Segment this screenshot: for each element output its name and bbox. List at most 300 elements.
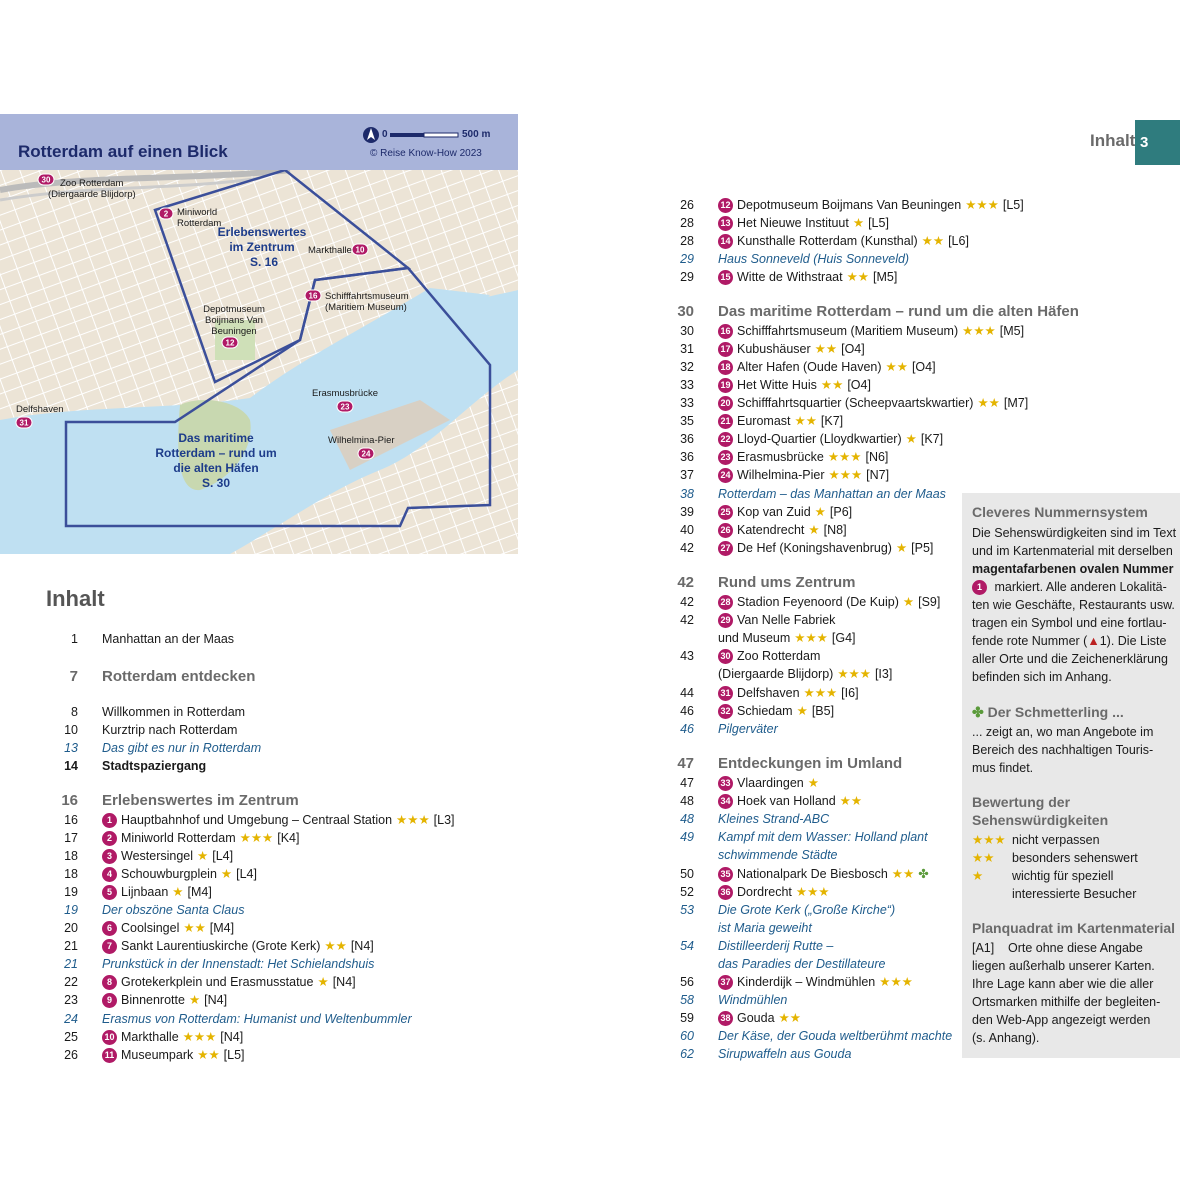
number-badge-icon: 1 xyxy=(972,580,987,595)
page-number-tab xyxy=(1135,120,1180,165)
sight-number-badge: 14 xyxy=(718,234,733,249)
legend-text: Ihre Lage kann aber wie die aller xyxy=(972,977,1154,991)
toc-page-number: 50 xyxy=(680,867,694,881)
star-rating-icon: ★★★ xyxy=(182,1030,217,1044)
svg-text:2: 2 xyxy=(163,209,169,219)
toc-title: Vlaardingen xyxy=(737,776,804,790)
running-header-label: Inhalt xyxy=(1090,131,1136,150)
toc-entry-text xyxy=(718,394,1028,412)
toc-title: Manhattan an der Maas xyxy=(102,632,235,646)
svg-text:Zoo Rotterdam: Zoo Rotterdam xyxy=(60,178,124,189)
sight-number-badge: 11 xyxy=(102,1048,117,1063)
rating-row: ★★ besonders sehenswert xyxy=(972,851,1138,865)
star-rating-icon: ★ xyxy=(814,505,826,519)
sight-number-badge: 20 xyxy=(718,396,733,411)
toc-page-number: 13 xyxy=(64,741,78,755)
shopping-bag-icon: ▲ xyxy=(1087,634,1100,648)
toc-page-number: 38 xyxy=(680,487,694,501)
star-rating-icon: ★★ xyxy=(977,396,1000,410)
scale-start: 0 xyxy=(382,129,388,140)
toc-entry-text xyxy=(102,668,255,686)
star-rating-icon: ★★ xyxy=(820,378,844,392)
toc-page-number: 24 xyxy=(64,1012,78,1026)
svg-text:Rotterdam: Rotterdam xyxy=(177,218,222,229)
star-rating-icon: ★★ xyxy=(891,867,915,881)
toc-entry-text xyxy=(718,448,888,466)
butterfly-icon: ✤ xyxy=(972,704,984,720)
toc-entry-text xyxy=(718,303,1079,321)
toc-entry-text xyxy=(718,376,871,394)
toc-entry-text xyxy=(718,232,969,250)
toc-title: schwimmende Städte xyxy=(718,848,838,862)
star-rating-icon: ★★★ xyxy=(794,631,828,645)
toc-page-number: 37 xyxy=(680,468,694,482)
toc-title: das Paradies der Destillateure xyxy=(718,957,886,971)
toc-entry-text xyxy=(102,991,227,1009)
toc-entry-text xyxy=(718,702,834,720)
map-grid-ref: [B5] xyxy=(811,704,835,718)
sight-number-badge: 26 xyxy=(718,523,733,538)
area-label-zentrum-2: im Zentrum xyxy=(229,240,295,254)
sight-number-badge: 29 xyxy=(718,613,733,628)
toc-title: Sankt Laurentiuskirche (Grote Kerk) xyxy=(121,939,321,953)
toc-entry-text xyxy=(718,485,946,503)
area-label-zentrum-1: Erlebenswertes xyxy=(217,225,307,239)
toc-page-number: 46 xyxy=(680,722,694,736)
star-rating-icon: ★★★ xyxy=(396,813,430,827)
legend-text: den Web-App angezeigt werden xyxy=(972,1013,1151,1027)
map-grid-ref: [I6] xyxy=(841,686,859,700)
toc-title: Windmühlen xyxy=(718,993,788,1007)
toc-page-number: 10 xyxy=(64,723,78,737)
sight-number-badge: 19 xyxy=(718,378,733,393)
toc-page-number: 32 xyxy=(680,360,694,374)
toc-page-number: 29 xyxy=(680,270,694,284)
toc-page-number: 18 xyxy=(64,867,78,881)
toc-page-number: 35 xyxy=(680,414,694,428)
star-rating-icon: ★★ xyxy=(814,342,838,356)
svg-text:Beuningen: Beuningen xyxy=(211,326,257,337)
star-rating-icon: ★ xyxy=(902,595,915,609)
map-grid-ref: [L4] xyxy=(236,867,257,881)
toc-title: Kinderdijk – Windmühlen xyxy=(737,975,876,989)
legend-text: mus findet. xyxy=(972,761,1034,775)
sight-number-badge: 37 xyxy=(718,975,733,990)
toc-entry-text xyxy=(102,703,245,721)
legend-text: aller Orte und die Zeichenerklärung xyxy=(972,652,1168,666)
sight-number-badge: 16 xyxy=(718,324,733,339)
toc-title: Wilhelmina-Pier xyxy=(737,468,825,482)
toc-page-number: 19 xyxy=(64,885,78,899)
star-rating-icon: ★ xyxy=(905,432,917,446)
sight-number-badge: 38 xyxy=(718,1011,733,1026)
sight-number-badge: 35 xyxy=(718,867,733,882)
svg-text:Wilhelmina-Pier: Wilhelmina-Pier xyxy=(328,435,395,446)
toc-page-number: 18 xyxy=(64,849,78,863)
toc-page-number: 59 xyxy=(680,1011,694,1025)
toc-page-number: 48 xyxy=(680,794,694,808)
star-rating-icon: ★ xyxy=(807,776,819,790)
legend-text: [A1] Orte ohne diese Angabe xyxy=(972,941,1143,955)
toc-page-number: 36 xyxy=(680,432,694,446)
map-grid-ref: [K7] xyxy=(920,432,944,446)
toc-title: Rund ums Zentrum xyxy=(718,574,856,591)
star-rating-icon: ★★ xyxy=(778,1011,801,1025)
map-grid-ref: [N8] xyxy=(823,523,847,537)
toc-title: Zoo Rotterdam xyxy=(737,649,821,663)
star-rating-icon: ★★ xyxy=(324,939,347,953)
toc-entry-text xyxy=(718,919,812,937)
toc-entry-text xyxy=(718,810,829,828)
toc-title: Pilgerväter xyxy=(718,722,778,736)
toc-page-number: 30 xyxy=(680,324,694,338)
legend-sidebar xyxy=(962,493,1180,1058)
star-rating-icon: ★★★ xyxy=(803,686,838,700)
svg-text:Boijmans Van: Boijmans Van xyxy=(205,315,263,326)
map-header xyxy=(0,114,518,170)
toc-entry-text xyxy=(718,322,1024,340)
toc-title: Die Grote Kerk („Große Kirche“) xyxy=(718,903,896,917)
toc-title: Kop van Zuid xyxy=(737,505,811,519)
toc-title: Kampf mit dem Wasser: Holland plant xyxy=(718,830,928,844)
star-rating-icon: ★ xyxy=(895,541,908,555)
toc-title: Gouda xyxy=(737,1011,775,1025)
map-grid-ref: [N4] xyxy=(350,939,374,953)
toc-title: Schiedam xyxy=(737,704,793,718)
star-rating-icon: ★★★ xyxy=(965,198,999,212)
sight-number-badge: 3 xyxy=(102,849,117,864)
toc-page-number: 22 xyxy=(64,975,78,989)
toc-entry-text xyxy=(718,1027,952,1045)
page-number: 3 xyxy=(1140,134,1149,151)
sight-number-badge: 4 xyxy=(102,867,117,882)
star-rating-icon: ★★ xyxy=(846,270,870,284)
toc-page-number: 14 xyxy=(64,759,78,773)
toc-entry-text xyxy=(718,629,856,647)
toc-page-number: 56 xyxy=(680,975,694,989)
toc-title: Schifffahrtsquartier (Scheepvaartskwartier) xyxy=(737,396,974,410)
star-rating-icon: ★★★ xyxy=(828,468,863,482)
toc-title: Erlebenswertes im Zentrum xyxy=(102,792,299,809)
sight-number-badge: 7 xyxy=(102,939,117,954)
toc-entry-text xyxy=(102,739,261,757)
sight-number-badge: 28 xyxy=(718,595,733,610)
legend-text: befinden sich im Anhang. xyxy=(972,670,1112,684)
legend-text: fende rote Nummer (▲1). Die Liste xyxy=(972,634,1167,648)
star-rating-icon: ★★ xyxy=(794,414,817,428)
toc-title: Nationalpark De Biesbosch xyxy=(737,867,888,881)
toc-title: Westersingel xyxy=(121,849,194,863)
toc-title: und Museum xyxy=(718,631,791,645)
sight-number-badge: 15 xyxy=(718,270,733,285)
rating-row: ★ wichtig für speziell xyxy=(972,869,1114,883)
map-graphic xyxy=(0,170,518,554)
toc-entry-text xyxy=(718,214,889,232)
star-rating-icon: ★★★ xyxy=(879,975,913,989)
toc-page-number: 40 xyxy=(680,523,694,537)
map-grid-ref: [L5] xyxy=(223,1048,245,1062)
toc-title: Hauptbahnhof und Umgebung – Centraal Station xyxy=(121,813,393,827)
toc-entry-text xyxy=(102,721,237,739)
svg-text:23: 23 xyxy=(340,402,350,412)
legend-heading-rating: Sehenswürdigkeiten xyxy=(972,812,1109,828)
toc-entry-text xyxy=(718,521,847,539)
area-label-maritim-1: Das maritime xyxy=(178,431,254,445)
legend-text: ten wie Geschäfte, Restaurants usw. xyxy=(972,598,1175,612)
sight-number-badge: 31 xyxy=(718,686,733,701)
star-rating-icon: ★ xyxy=(220,867,233,881)
toc-entry-text xyxy=(718,937,833,955)
star-rating-icon: ★ xyxy=(172,885,184,899)
map-grid-ref: [M7] xyxy=(1003,396,1029,410)
toc-entry-text xyxy=(102,937,374,955)
toc-title: Kleines Strand-ABC xyxy=(718,812,830,826)
toc-title: ist Maria geweiht xyxy=(718,921,812,935)
toc-title: Delfshaven xyxy=(737,686,800,700)
map-grid-ref: [L6] xyxy=(948,234,969,248)
map-grid-ref: [N4] xyxy=(220,1030,244,1044)
map-grid-ref: [L5] xyxy=(1002,198,1024,212)
toc-title: Lijnbaan xyxy=(121,885,169,899)
star-rating-icon: ★★★ xyxy=(837,667,871,681)
toc-page-number: 42 xyxy=(680,541,694,555)
legend-heading-rating: Bewertung der xyxy=(972,794,1071,810)
toc-entry-text xyxy=(102,847,233,865)
toc-title: Alter Hafen (Oude Haven) xyxy=(737,360,882,374)
toc-title: Der Käse, der Gouda weltberühmt machte xyxy=(718,1029,953,1043)
toc-entry-text xyxy=(102,792,299,810)
toc-title: Miniworld Rotterdam xyxy=(121,831,236,845)
sight-number-badge: 13 xyxy=(718,216,733,231)
toc-page-number: 36 xyxy=(680,450,694,464)
star-rating-icon: ★★ xyxy=(921,234,945,248)
svg-text:31: 31 xyxy=(19,418,29,428)
toc-page-number: 20 xyxy=(64,921,78,935)
toc-entry-text xyxy=(718,340,865,358)
toc-title: Dordrecht xyxy=(737,885,792,899)
legend-text: tragen ein Symbol und eine fortlau- xyxy=(972,616,1167,630)
toc-page-number: 30 xyxy=(677,303,694,320)
sight-number-badge: 33 xyxy=(718,776,733,791)
sight-number-badge: 8 xyxy=(102,975,117,990)
svg-text:16: 16 xyxy=(308,291,318,301)
sight-number-badge: 27 xyxy=(718,541,733,556)
toc-title: Distilleerderij Rutte – xyxy=(718,939,834,953)
toc-page-number: 28 xyxy=(680,216,694,230)
toc-page-number: 60 xyxy=(680,1029,694,1043)
toc-page-number: 58 xyxy=(680,993,694,1007)
toc-entry-text xyxy=(718,1009,805,1027)
sight-number-badge: 5 xyxy=(102,885,117,900)
toc-title: Stadtspaziergang xyxy=(102,759,207,773)
toc-entry-text xyxy=(102,973,356,991)
legend-text: (s. Anhang). xyxy=(972,1031,1040,1045)
toc-page-number: 54 xyxy=(680,939,694,953)
toc-entry-text xyxy=(102,1010,412,1028)
toc-entry-text xyxy=(718,466,889,484)
map-grid-ref: [O4] xyxy=(911,360,936,374)
legend-text: Bereich des nachhaltigen Touris- xyxy=(972,743,1154,757)
sight-number-badge: 2 xyxy=(102,831,117,846)
sight-number-badge: 12 xyxy=(718,198,733,213)
sight-number-badge: 30 xyxy=(718,649,733,664)
toc-title: Rotterdam – das Manhattan an der Maas xyxy=(718,487,946,501)
sight-number-badge: 32 xyxy=(718,704,733,719)
legend-text: liegen außerhalb unserer Karten. xyxy=(972,959,1155,973)
toc-page-number: 62 xyxy=(680,1047,694,1061)
toc-heading: Inhalt xyxy=(46,586,105,611)
area-label-maritim-3: die alten Häfen xyxy=(173,461,259,475)
map-grid-ref: [N4] xyxy=(204,993,228,1007)
svg-text:Markthalle: Markthalle xyxy=(308,245,352,256)
toc-title: Schifffahrtsmuseum (Maritiem Museum) xyxy=(737,324,959,338)
sight-number-badge: 22 xyxy=(718,432,733,447)
star-icon: ★★★ xyxy=(972,833,1006,847)
toc-page-number: 1 xyxy=(71,632,78,646)
toc-entry-text xyxy=(718,574,856,592)
toc-entry-text xyxy=(718,430,943,448)
legend-text: magentafarbenen ovalen Nummer xyxy=(972,562,1174,576)
map-grid-ref: [M4] xyxy=(187,885,212,899)
toc-title: Schouwburgplein xyxy=(121,867,217,881)
toc-entry-text xyxy=(718,901,895,919)
star-rating-icon: ★ xyxy=(796,704,808,718)
toc-entry-text xyxy=(718,539,933,557)
toc-page-number: 47 xyxy=(680,776,694,790)
toc-title: Das maritime Rotterdam – rund um die alten Häfen xyxy=(718,303,1079,320)
toc-title: Kunsthalle Rotterdam (Kunsthal) xyxy=(737,234,918,248)
toc-entry-text xyxy=(718,1045,851,1063)
toc-page-number: 48 xyxy=(680,812,694,826)
sight-number-badge: 6 xyxy=(102,921,117,936)
svg-text:Depotmuseum: Depotmuseum xyxy=(203,304,265,315)
toc-title: Lloyd-Quartier (Lloydkwartier) xyxy=(737,432,902,446)
legend-heading-butterfly: ✤ Der Schmetterling ... xyxy=(972,704,1124,720)
star-rating-icon: ★★★ xyxy=(795,885,830,899)
toc-entry-text xyxy=(102,757,206,775)
map-grid-ref: [O4] xyxy=(847,378,871,392)
toc-page-number: 21 xyxy=(64,939,78,953)
toc-page-number: 23 xyxy=(64,993,78,1007)
toc-title: Der obszöne Santa Claus xyxy=(102,903,245,917)
toc-entry-text xyxy=(718,412,843,430)
sight-number-badge: 23 xyxy=(718,450,733,465)
toc-page-number: 52 xyxy=(680,885,694,899)
toc-page-number: 7 xyxy=(69,668,78,685)
toc-title: Grotekerkplein und Erasmusstatue xyxy=(121,975,314,989)
toc-title: (Diergaarde Blijdorp) xyxy=(718,667,834,681)
map-title: Rotterdam auf einen Blick xyxy=(18,142,228,161)
svg-text:Erasmusbrücke: Erasmusbrücke xyxy=(312,388,378,399)
map-grid-ref: [P6] xyxy=(829,505,853,519)
toc-title: De Hef (Koningshavenbrug) xyxy=(737,541,892,555)
toc-page-number: 16 xyxy=(61,792,78,809)
toc-title: Coolsingel xyxy=(121,921,180,935)
toc-entry-text xyxy=(102,829,300,847)
map-marker-10 xyxy=(308,244,368,256)
toc-entry-text xyxy=(102,630,234,648)
toc-title: Erasmusbrücke xyxy=(737,450,824,464)
toc-page-number: 47 xyxy=(677,755,694,772)
toc-title: Prunkstück in der Innenstadt: Het Schielandshuis xyxy=(102,957,375,971)
toc-page-number: 21 xyxy=(64,957,78,971)
svg-text:(Diergaarde Blijdorp): (Diergaarde Blijdorp) xyxy=(48,189,136,200)
toc-title: Sirupwaffeln aus Gouda xyxy=(718,1047,852,1061)
toc-entry-text xyxy=(718,250,909,268)
toc-entry-text xyxy=(718,503,852,521)
svg-text:(Maritiem Museum): (Maritiem Museum) xyxy=(325,302,407,313)
star-rating-icon: ★★★ xyxy=(239,831,274,845)
toc-entry-text xyxy=(718,883,834,901)
map-grid-ref: [L4] xyxy=(212,849,234,863)
toc-entry-text xyxy=(718,268,897,286)
map-grid-ref: [N6] xyxy=(865,450,889,464)
toc-page-number: 43 xyxy=(680,649,694,663)
toc-title: Het Nieuwe Instituut xyxy=(737,216,849,230)
star-icon: ★★ xyxy=(972,851,995,865)
toc-title: Katendrecht xyxy=(737,523,805,537)
star-rating-icon: ★★ xyxy=(197,1048,220,1062)
toc-title: Euromast xyxy=(737,414,791,428)
legend-text: ... zeigt an, wo man Angebote im xyxy=(972,725,1154,739)
toc-title: Binnenrotte xyxy=(121,993,185,1007)
map-grid-ref: [L3] xyxy=(433,813,455,827)
toc-entry-text xyxy=(102,883,212,901)
legend-text: 1 markiert. Alle anderen Lokalitä- xyxy=(972,578,1167,596)
area-label-maritim-2: Rotterdam – rund um xyxy=(155,446,277,460)
toc-title: Hoek van Holland xyxy=(737,794,836,808)
svg-text:Delfshaven: Delfshaven xyxy=(16,404,64,415)
map-grid-ref: [N4] xyxy=(332,975,356,989)
sight-number-badge: 9 xyxy=(102,993,117,1008)
toc-entry-text xyxy=(718,792,866,810)
overview-map xyxy=(0,114,518,554)
toc-page-number: 33 xyxy=(680,378,694,392)
map-grid-ref: [P5] xyxy=(911,541,934,555)
legend-heading-grid: Planquadrat im Kartenmaterial xyxy=(972,920,1176,936)
toc-entry-text xyxy=(102,1046,245,1064)
legend-text: Die Sehenswürdigkeiten sind im Text xyxy=(972,526,1177,540)
legend-text: Ortsmarken mithilfe der begleiten- xyxy=(972,995,1161,1009)
svg-text:10: 10 xyxy=(355,245,365,255)
star-rating-icon: ★ xyxy=(852,216,865,230)
svg-text:24: 24 xyxy=(361,449,371,459)
toc-title: Kurztrip nach Rotterdam xyxy=(102,723,238,737)
sight-number-badge: 1 xyxy=(102,813,117,828)
toc-page-number: 26 xyxy=(64,1048,78,1062)
toc-entry-text xyxy=(102,901,244,919)
toc-page-number: 42 xyxy=(680,595,694,609)
toc-page-number: 53 xyxy=(680,903,694,917)
toc-entry-text xyxy=(718,593,940,611)
toc-page-number: 16 xyxy=(64,813,78,827)
star-rating-icon: ★ xyxy=(197,849,209,863)
svg-text:30: 30 xyxy=(41,175,51,185)
toc-title: Das gibt es nur in Rotterdam xyxy=(102,741,262,755)
toc-page-number: 8 xyxy=(71,705,78,719)
toc-entry-text xyxy=(102,1028,243,1046)
star-rating-icon: ★★ xyxy=(183,921,206,935)
sight-number-badge: 24 xyxy=(718,468,733,483)
star-rating-icon: ★ xyxy=(317,975,329,989)
map-grid-ref: [K7] xyxy=(820,414,844,428)
toc-title: Witte de Withstraat xyxy=(737,270,843,284)
area-label-zentrum-3: S. 16 xyxy=(249,255,279,269)
toc-page-number: 42 xyxy=(680,613,694,627)
toc-entry-text xyxy=(102,955,374,973)
map-grid-ref: [K4] xyxy=(277,831,300,845)
map-grid-ref: [M5] xyxy=(873,270,898,284)
